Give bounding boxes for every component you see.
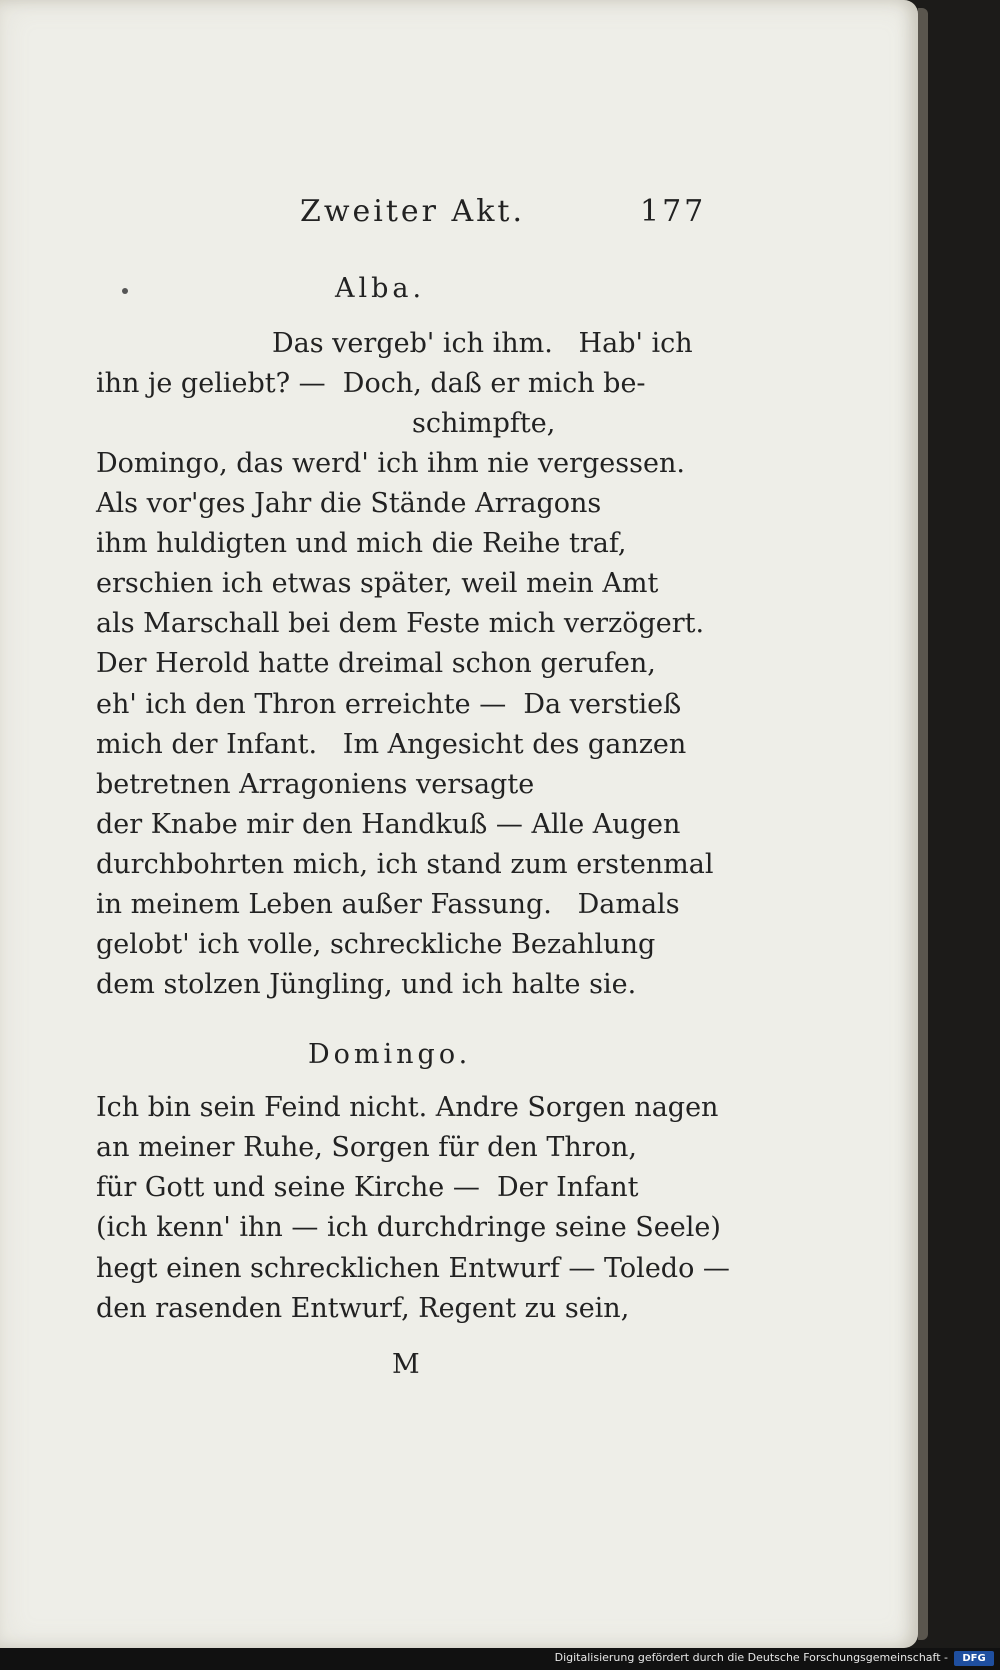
verse-line: Der Herold hatte dreimal schon gerufen, [96, 648, 656, 679]
verse-line: als Marschall bei dem Feste mich verzögert. [96, 608, 705, 639]
ink-speck [122, 288, 128, 294]
verse-line: schimpfte, [412, 408, 556, 439]
verse-line: ihn je geliebt? — Doch, daß er mich be- [96, 368, 646, 399]
verse-line: dem stolzen Jüngling, und ich halte sie. [96, 969, 637, 1000]
speaker-name: Domingo. [308, 1039, 472, 1070]
verse-line: hegt einen schrecklichen Entwurf — Toledo — [96, 1253, 730, 1284]
verse-line: Das vergeb' ich ihm. Hab' ich [272, 328, 693, 359]
verse-line: in meinem Leben außer Fassung. Damals [96, 889, 680, 920]
verse-line: eh' ich den Thron erreichte — Da verstieß [96, 689, 682, 720]
verse-line: den rasenden Entwurf, Regent zu sein, [96, 1293, 630, 1324]
verse-line: Als vor'ges Jahr die Stände Arragons [96, 488, 602, 519]
catchword: M [392, 1349, 420, 1380]
dfg-logo: DFG [954, 1651, 994, 1666]
verse-line: erschien ich etwas später, weil mein Amt [96, 568, 659, 599]
speaker-name: Alba. [335, 273, 426, 304]
verse-line: der Knabe mir den Handkuß — Alle Augen [96, 809, 681, 840]
page-edge [918, 8, 928, 1640]
verse-line: betretnen Arragoniens versagte [96, 769, 535, 800]
verse-line: (ich kenn' ihn — ich durchdringe seine Seele) [96, 1212, 721, 1243]
page-number: 177 [640, 194, 707, 229]
verse-line: für Gott und seine Kirche — Der Infant [96, 1172, 639, 1203]
verse-line: Ich bin sein Feind nicht. Andre Sorgen nagen [96, 1092, 719, 1123]
running-title: Zweiter Akt. [300, 194, 525, 229]
verse-line: durchbohrten mich, ich stand zum erstenmal [96, 849, 714, 880]
footer-credit: Digitalisierung gefördert durch die Deutsche Forschungsgemeinschaft - [554, 1651, 948, 1664]
verse-line: an meiner Ruhe, Sorgen für den Thron, [96, 1132, 637, 1163]
verse-line: gelobt' ich volle, schreckliche Bezahlung [96, 929, 656, 960]
verse-line: Domingo, das werd' ich ihm nie vergessen. [96, 448, 685, 479]
verse-line: mich der Infant. Im Angesicht des ganzen [96, 729, 687, 760]
verse-line: ihm huldigten und mich die Reihe traf, [96, 528, 627, 559]
